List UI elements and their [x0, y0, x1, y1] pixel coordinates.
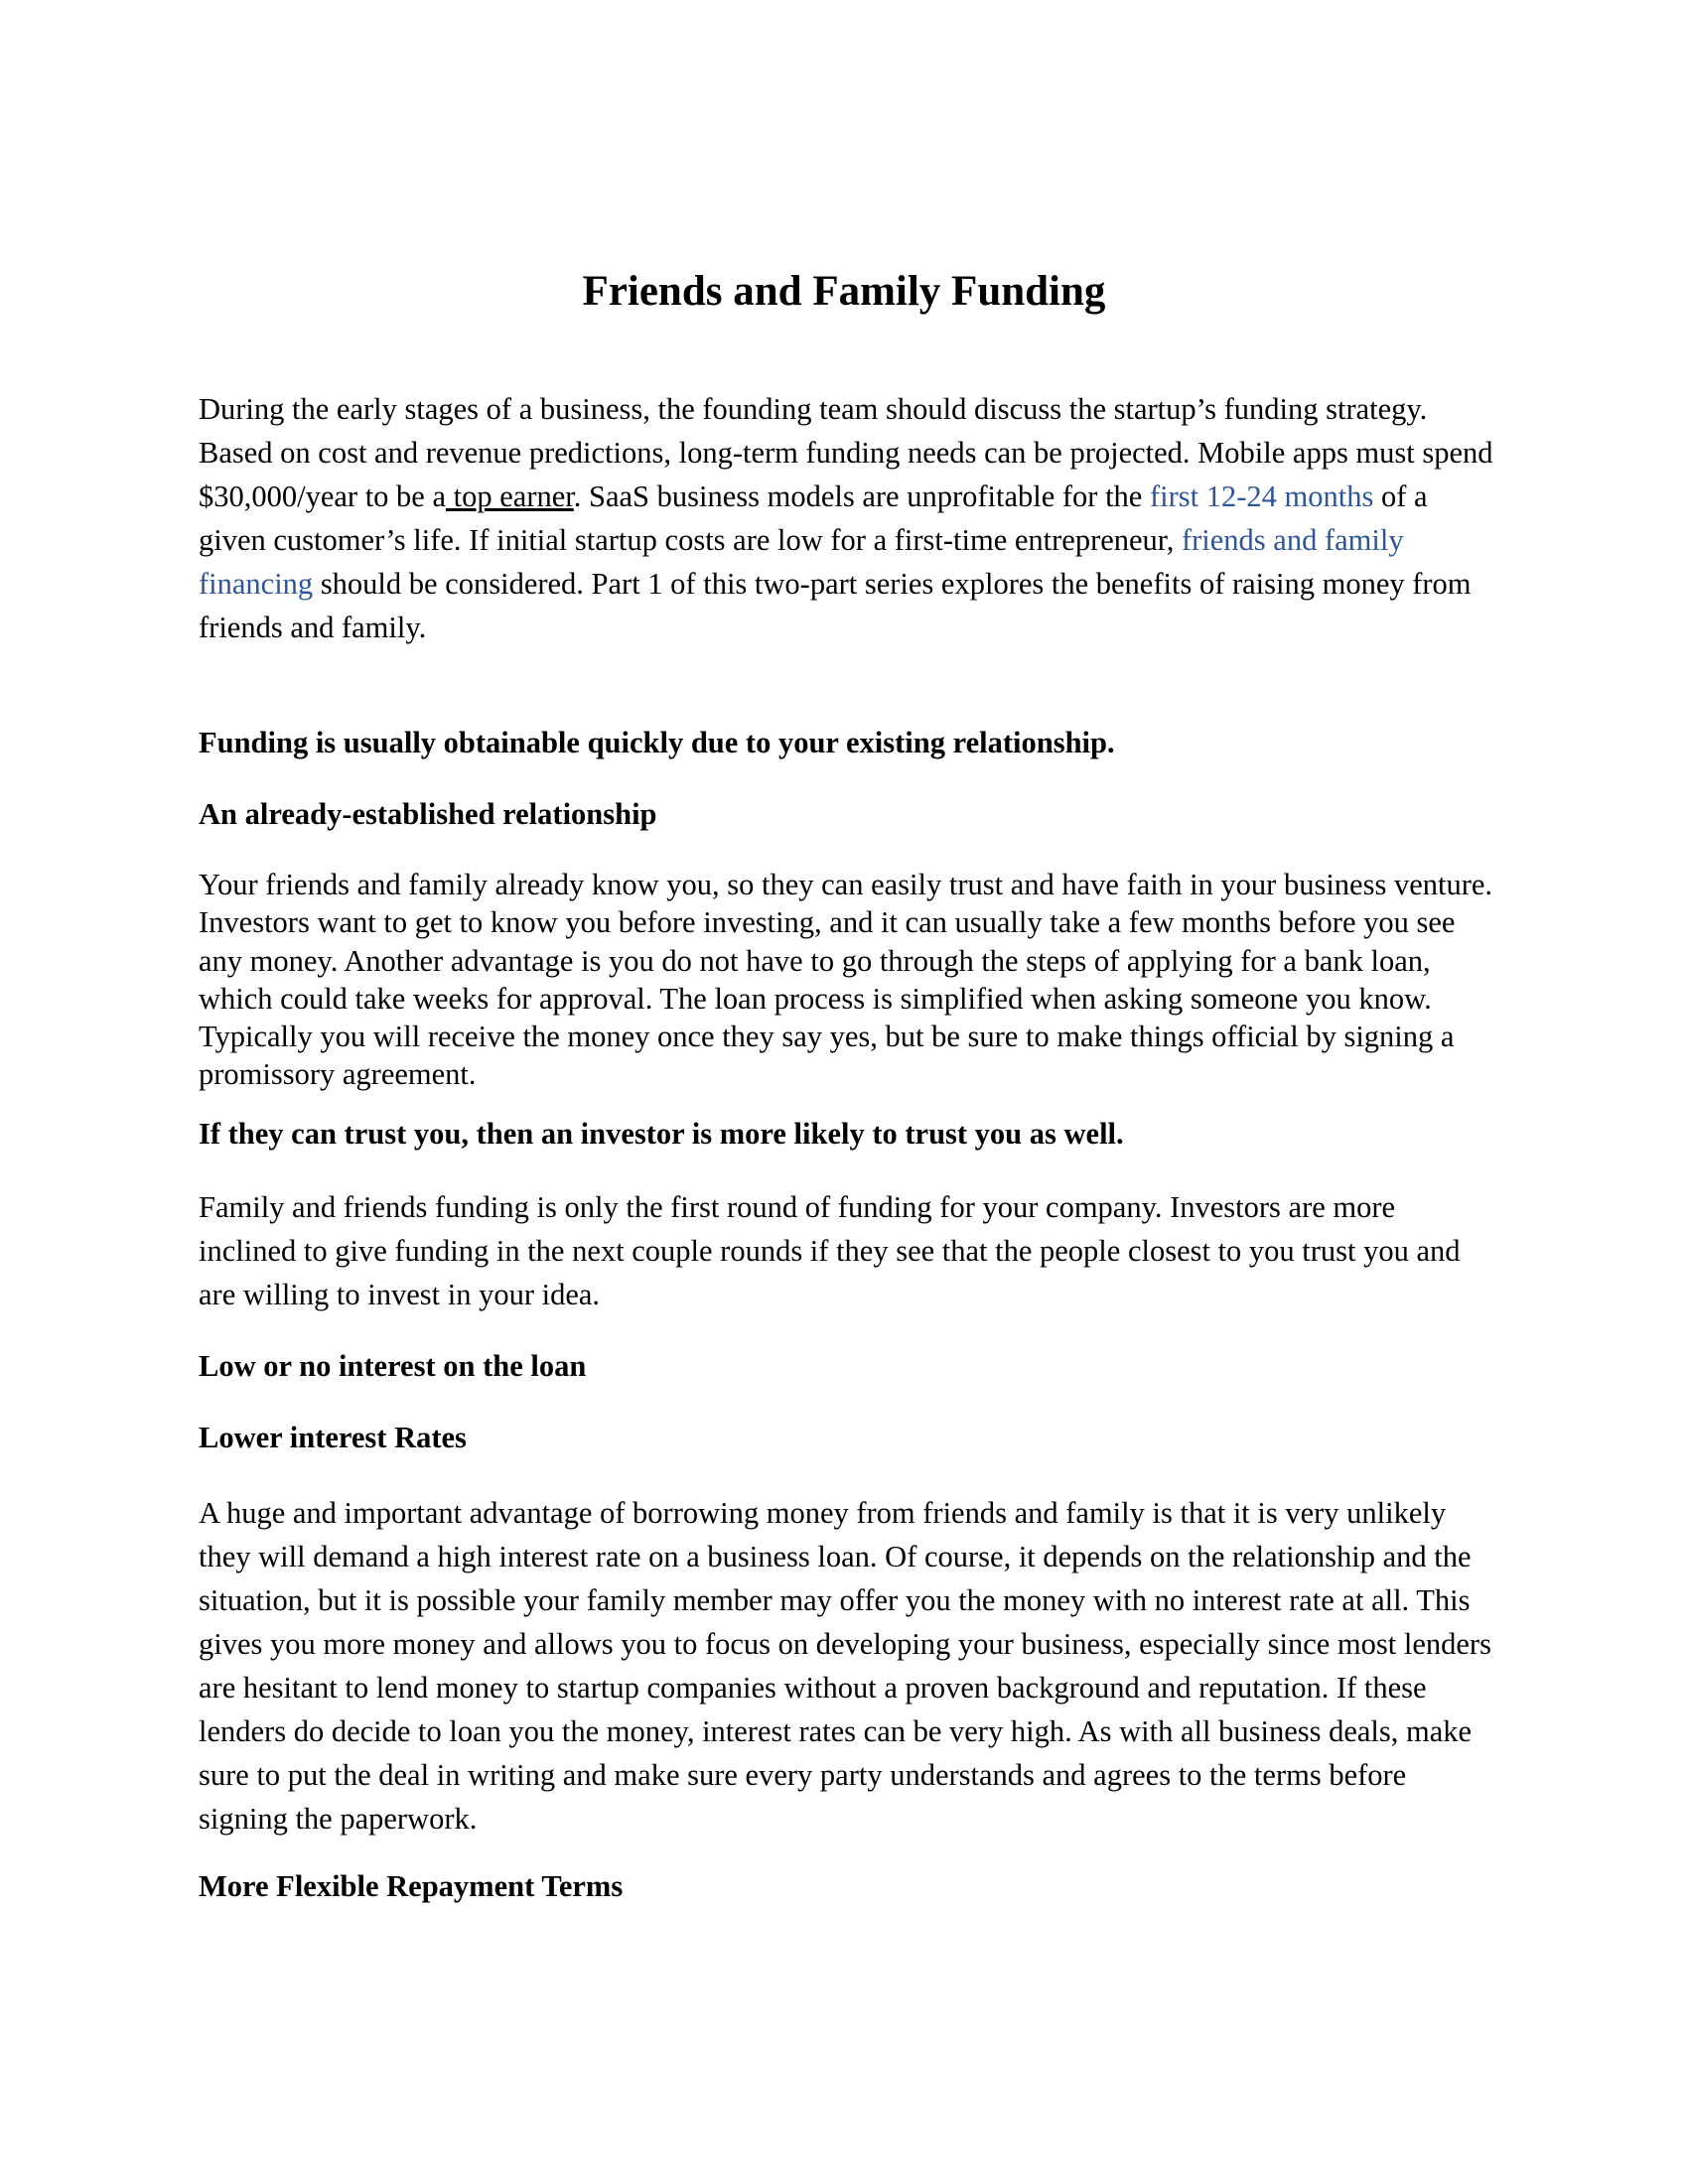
intro-paragraph	[199, 387, 1499, 649]
page-title: Friends and Family Funding	[582, 268, 1106, 315]
heading-flexible-repayment: More Flexible Repayment Terms	[199, 1869, 624, 1903]
heading-low-interest: Low or no interest on the loan	[199, 1349, 587, 1383]
intro-text-4: should be considered. Part 1 of this two-part series explores the benefits of raising money from friends and family.	[199, 567, 1472, 644]
heading-investor-trust: If they can trust you, then an investor is more likely to trust you as well.	[199, 1117, 1124, 1151]
friends-family-financing-link[interactable]: friends and family financing	[199, 523, 1404, 601]
heading-quick-funding: Funding is usually obtainable quickly due to your existing relationship.	[199, 726, 1115, 759]
paragraph-lower-rates: A huge and important advantage of borrowing money from friends and family is that it is very unlikely they will demand a high interest rate on a business loan. Of course, it depends on the relationship and the situation, but it is possible your family member may offer you the money with no interest rate at all. This gives you more money and allows you to focus on developing your business, especially since most lenders are hesitant to lend money to startup companies without a proven background and reputation. If these lenders do decide to loan you the money, interest rates can be very high. As with all business deals, make sure to put the deal in writing and make sure every party understands and agrees to the terms before signing the paperwork.	[199, 1496, 1491, 1836]
heading-lower-rates: Lower interest Rates	[199, 1421, 467, 1454]
paragraph-trust: Family and friends funding is only the first round of funding for your company. Investors are more inclined to give funding in the next couple rounds if they see that the people closest to you trust you and are willing to invest in your idea.	[199, 1190, 1461, 1311]
paragraph-relationship: Your friends and family already know you, so they can easily trust and have faith in your business venture. Investors want to get to know you before investing, and it can usually take a few months before you see any money. Another advantage is you do not have to go through the steps of applying for a bank loan, which could take weeks for approval. The loan process is simplified when asking someone you know. Typically you will receive the money once they say yes, but be sure to make things official by signing a promissory agreement.	[199, 868, 1493, 1092]
first-months-link[interactable]: first 12-24 months	[1149, 479, 1374, 513]
intro-text-3: of a given customer’s life. If initial startup costs are low for a first-time entrepreneur,	[199, 479, 1428, 557]
top-earner-link[interactable]: top earner	[446, 479, 574, 513]
intro-text-1: During the early stages of a business, the founding team should discuss the startup’s funding strategy. Based on cost and revenue predictions, long-term funding needs can be projected. Mobile apps must spend $30,000/year to be a	[199, 392, 1493, 513]
heading-established-relationship: An already-established relationship	[199, 797, 657, 831]
intro-text-2: . SaaS business models are unprofitable for the	[573, 479, 1150, 513]
